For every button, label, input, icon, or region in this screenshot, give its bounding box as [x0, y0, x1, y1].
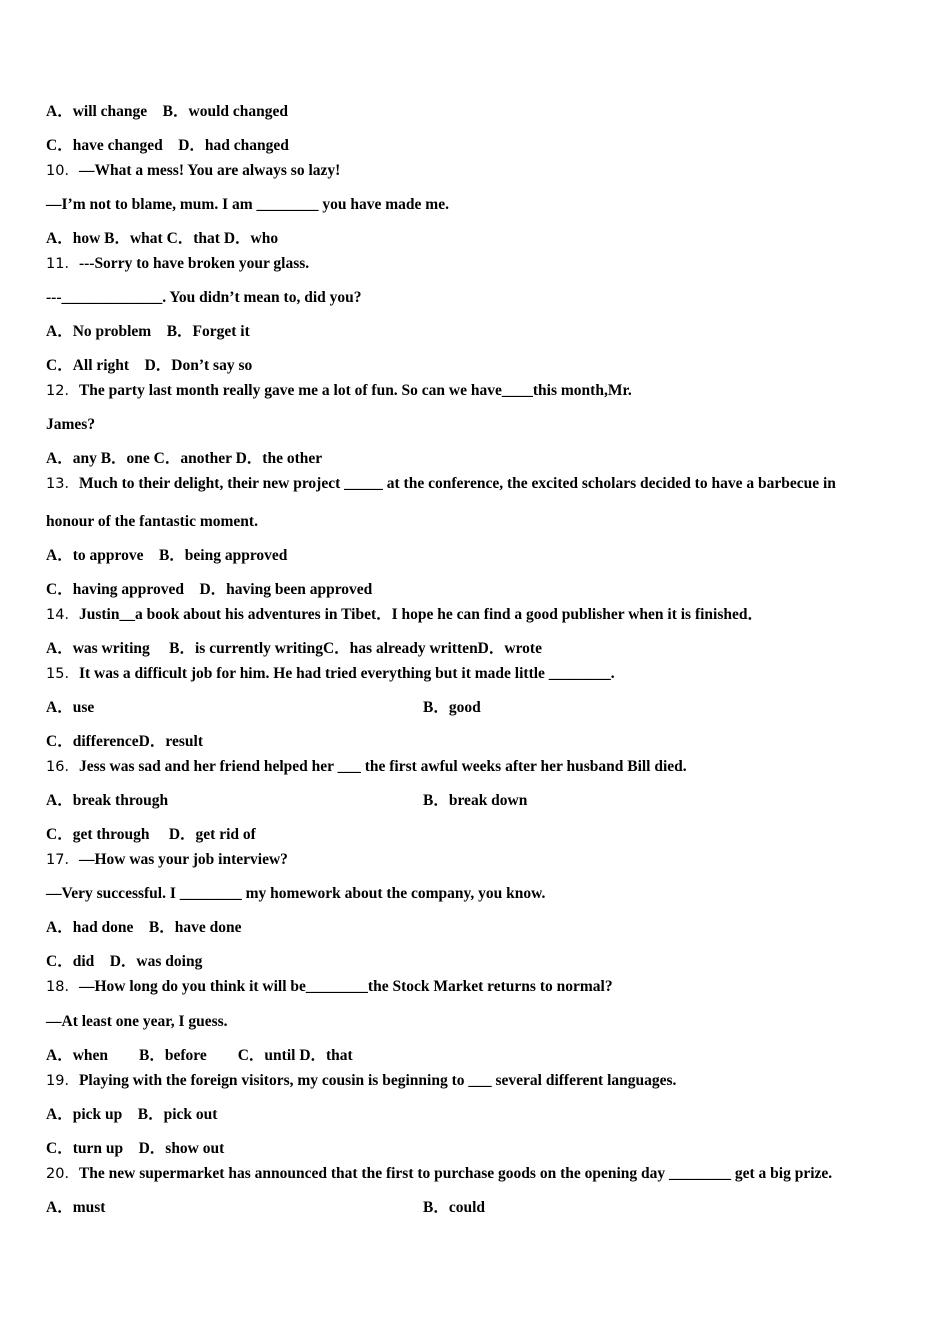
- question-18: 18．—How long do you think it will be________the Stock Market returns to normal?: [46, 978, 613, 995]
- question-number: 20．: [46, 1166, 79, 1182]
- options-line: A．No problem B．Forget it: [46, 323, 250, 340]
- options-line: C．All right D．Don’t say so: [46, 357, 253, 374]
- question-11: 11．---Sorry to have broken your glass.: [46, 255, 310, 272]
- question-13: 13．Much to their delight, their new project _____ at the conference, the excited scholars decided to have a barbecue in: [46, 475, 836, 492]
- question-number: 16．: [46, 759, 79, 775]
- options-line: A．must B．could: [46, 1199, 486, 1216]
- question-10: 10．—What a mess! You are always so lazy!: [46, 162, 341, 179]
- options-line: A．pick up B．pick out: [46, 1106, 218, 1123]
- question-number: 15．: [46, 666, 79, 682]
- question-20: 20．The new supermarket has announced that the first to purchase goods on the opening day ________ get a big prize.: [46, 1165, 833, 1182]
- options-line: C．get through D．get rid of: [46, 826, 256, 843]
- options-line: A．will change B．would changed: [46, 103, 289, 120]
- question-14: 14．Justin__a book about his adventures in Tibet．I hope he can find a good publisher when it is finished．: [46, 606, 764, 623]
- question-line: honour of the fantastic moment.: [46, 513, 258, 530]
- question-number: 11．: [46, 256, 79, 272]
- options-line: C．having approved D．having been approved: [46, 581, 373, 598]
- options-line: A．when B．before C．until D．that: [46, 1047, 353, 1064]
- question-number: 12．: [46, 383, 79, 399]
- question-number: 14．: [46, 607, 79, 623]
- options-line: A．break through B．break down: [46, 792, 528, 809]
- question-17: 17．—How was your job interview?: [46, 851, 288, 868]
- question-number: 18．: [46, 979, 79, 995]
- question-number: 13．: [46, 476, 79, 492]
- question-line: —At least one year, I guess.: [46, 1013, 228, 1030]
- options-line: A．use B．good: [46, 699, 481, 716]
- options-line: A．how B．what C．that D．who: [46, 230, 279, 247]
- options-line: A．had done B．have done: [46, 919, 242, 936]
- question-number: 19．: [46, 1073, 79, 1089]
- question-12: 12．The party last month really gave me a lot of fun. So can we have____this month,Mr.: [46, 382, 632, 399]
- options-line: C．turn up D．show out: [46, 1140, 225, 1157]
- question-16: 16．Jess was sad and her friend helped her ___ the first awful weeks after her husband Bill died.: [46, 758, 687, 775]
- options-line: C．have changed D．had changed: [46, 137, 289, 154]
- question-number: 17．: [46, 852, 79, 868]
- question-line: James?: [46, 416, 96, 433]
- options-line: C．differenceD．result: [46, 733, 203, 750]
- options-line: A．any B．one C．another D．the other: [46, 450, 323, 467]
- options-line: A．to approve B．being approved: [46, 547, 288, 564]
- question-number: 10．: [46, 163, 79, 179]
- question-line: —I’m not to blame, mum. I am ________ you have made me.: [46, 196, 449, 213]
- question-19: 19．Playing with the foreign visitors, my cousin is beginning to ___ several different languages.: [46, 1072, 677, 1089]
- question-line: —Very successful. I ________ my homework about the company, you know.: [46, 885, 546, 902]
- question-line: ---_____________. You didn’t mean to, did you?: [46, 289, 362, 306]
- question-15: 15．It was a difficult job for him. He had tried everything but it made little ________.: [46, 665, 615, 682]
- options-line: C．did D．was doing: [46, 953, 203, 970]
- options-line: A．was writing B．is currently writingC．has already writtenD．wrote: [46, 640, 542, 657]
